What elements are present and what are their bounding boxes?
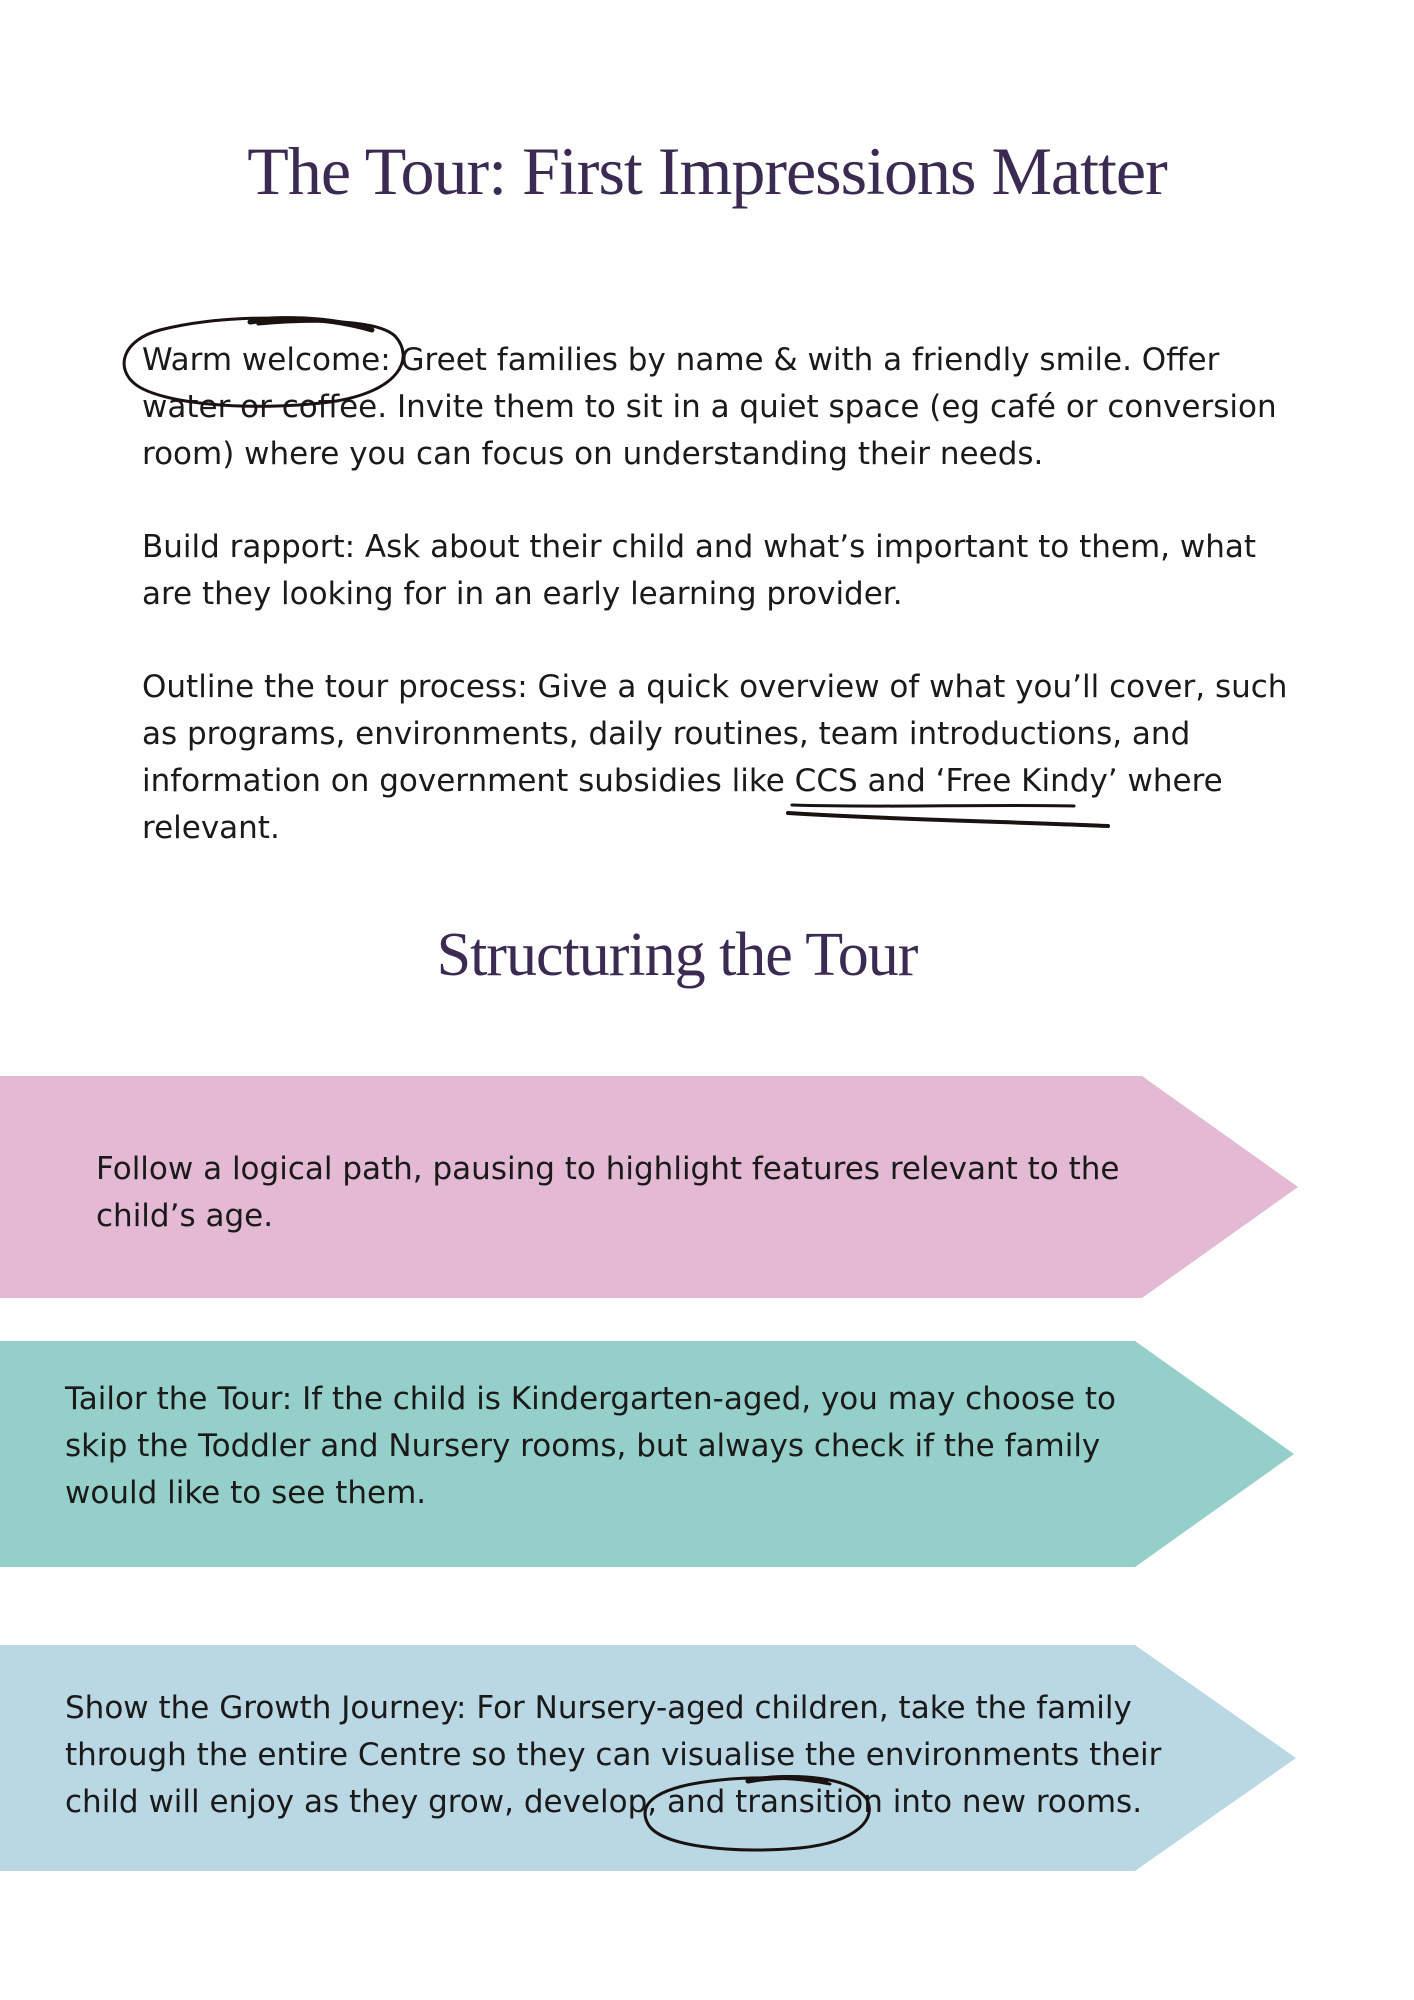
step-text-3: Show the Growth Journey: For Nursery-aged children, take the family through the entire Centre so they can visualise the environments their child will enjoy as they grow, develop, and transition into new rooms. [65, 1690, 1162, 1820]
circle-warm-welcome-flick [250, 319, 372, 330]
step-arrow-3 [0, 1645, 1300, 1871]
step-text-1: Follow a logical path, pausing to highlight features relevant to the child’s age. [96, 1151, 1120, 1234]
page-title: The Tour: First Impressions Matter [247, 133, 1167, 209]
paragraph-outline-tour: Outline the tour process: Give a quick overview of what you’ll cover, such as programs, environments, daily routines, team introductions, and information on government subsidies like CCS and ‘Free Kindy’ where relevant. [142, 669, 1288, 846]
step-arrow-1 [0, 1076, 1300, 1298]
step-arrow-2 [0, 1341, 1300, 1567]
section-heading: Structuring the Tour [436, 921, 918, 989]
paragraph-build-rapport: Build rapport: Ask about their child and what’s important to them, what are they looking for in an early learning provider. [142, 529, 1257, 612]
paragraph-warm-welcome: Warm welcome: Greet families by name & with a friendly smile. Offer water or coffee. Invite them to sit in a quiet space (eg café or conversion room) where you can focus on understanding their needs. [142, 342, 1277, 472]
step-text-2: Tailor the Tour: If the child is Kindergarten-aged, you may choose to skip the Toddler and Nursery rooms, but always check if the family would like to see them. [65, 1381, 1116, 1511]
